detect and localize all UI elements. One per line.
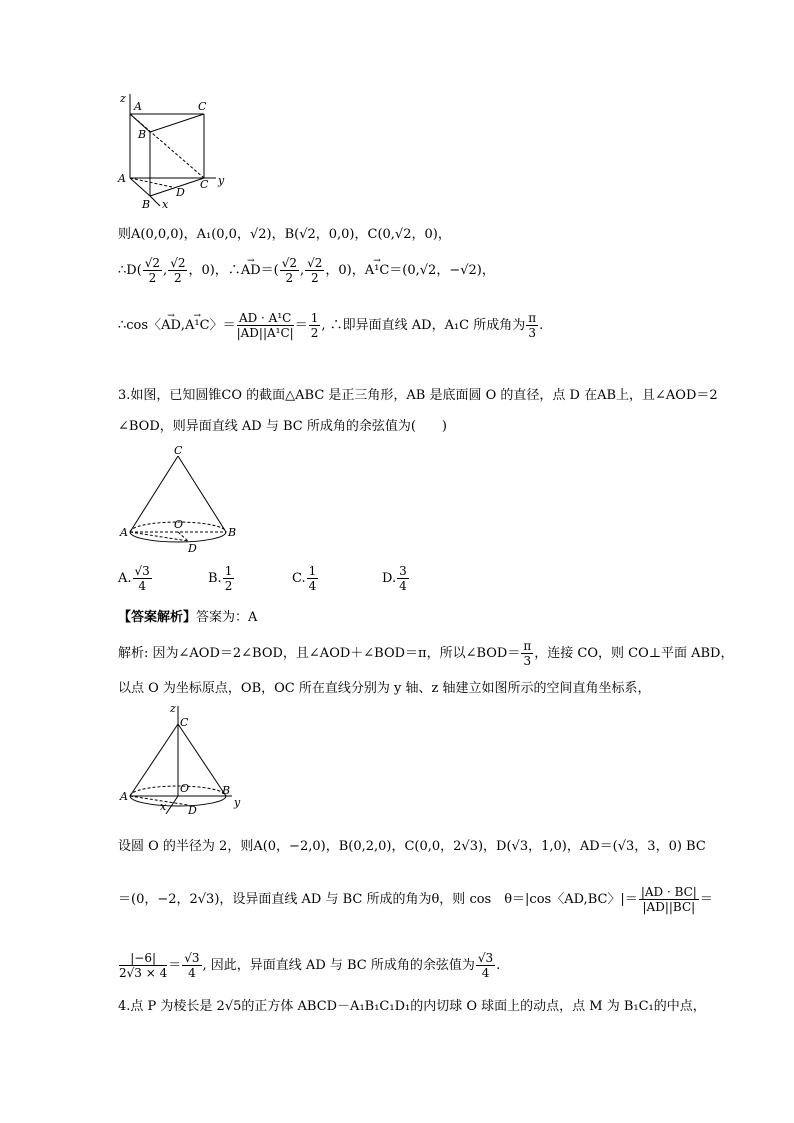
cosine-fraction: $\frac{\text{AD · A¹C}}{\text{|AD||A¹C|}}$ [236,311,294,340]
solution-line-3: 设圆 O 的半径为 2，则A(0，−2,0)，B(0,2,0)，C(0,0，2√3)，D(√3，1,0)，AD＝(√3，3，0) BC [118,839,706,854]
vector-ad: → AD [241,256,261,286]
fig1-label-a1: A [134,100,142,113]
answer-line [118,609,257,627]
fraction: $\frac{1}{2}$ [310,311,319,340]
question-4-line-1: 4.点 P 为棱长是 2√5的正方体 ABCD－A₁B₁C₁D₁的内切球 O 球面上的动点，点 M 为 B₁C₁的中点， [118,999,706,1014]
figure-cone-axes [118,702,248,818]
midpoint-line: ∴D( $\frac{√2}{2}$ , $\frac{√2}{2}$ ，0)，∴→ AD＝( $\frac{√2}{2}$ , $\frac{√2}{2}$ ，0)，→ A¹C＝(0,√2，−√2)， [118,256,495,286]
fig3-label-x: x [160,800,167,813]
fig2-label-b: B [228,526,237,539]
answer-tag: 【答案解析】 [118,610,197,625]
cosine-line: ∴cos〈→ AD,→ A¹C〉＝ $\frac{\text{AD · A¹C}}{\text{|AD||A¹C|}}$ ＝ $\frac{1}{2}$ , ∴即异面直线 AD，A₁C 所成角为 $\frac{\pi}{3}$ . [118,306,543,346]
option-b[interactable]: B. $\frac{1}{2}$ [208,564,233,593]
fig3-label-a: A [120,790,128,803]
vector-a1c: → A¹C [365,256,390,286]
fig3-label-c: C [180,716,189,729]
option-c[interactable]: C. $\frac{1}{4}$ [292,564,317,593]
fraction: $\frac{√2}{2}$ [170,256,186,285]
answer-options [118,564,518,600]
fig3-label-d: D [188,804,197,817]
fig2-label-o: O [174,518,184,531]
fig2-label-d: D [188,542,197,554]
fraction: $\frac{\pi}{3}$ [528,311,537,340]
fraction: $\frac{|AD \cdot BC|}{|AD||BC|}$ [640,885,697,914]
fig2-label-a: A [120,526,128,539]
fig1-label-a: A [118,172,126,185]
fraction: $\frac{√2}{2}$ [144,256,161,285]
solution-line-4: ＝(0，−2，2√3)，设异面直线 AD 与 BC 所成的角为θ，则 cos θ＝|cos〈AD,BC〉|＝ $\frac{|AD \cdot BC|}{|AD||BC|}$ ＝ [118,885,713,914]
fig1-label-x: x [162,198,169,211]
fig1-label-b1: B [138,128,147,141]
fraction: $\frac{\pi}{3}$ [523,639,532,668]
answer-text: 答案为：A [196,610,258,625]
solution-line-1: 解析: 因为∠AOD＝2∠BOD，且∠AOD＋∠BOD＝π，所以∠BOD＝ $\frac{\pi}{3}$ ，连接 CO，则 CO⊥平面 ABD， [118,639,734,668]
figure-cone [118,444,248,554]
fig1-label-z: z [120,92,126,105]
fig1-label-c: C [200,178,209,191]
fig3-label-o: O [180,782,190,795]
fig1-label-b: B [142,198,151,211]
text-segment: ∴D( [118,263,142,278]
solution-line-5: $\frac{|-6|}{2√3 \times 4}$ ＝ $\frac{√3}{4}$ , 因此，异面直线 AD 与 BC 所成角的余弦值为 $\frac{√3}{4}$ . [119,951,501,980]
option-d[interactable]: D. $\frac{3}{4}$ [382,564,407,593]
coords-line: 则A(0,0,0)，A₁(0,0，√2)，B(√2，0,0)，C(0,√2，0)， [118,227,451,242]
fraction: $\frac{√3}{4}$ [477,951,494,980]
question-3-line-2: ∠BOD，则异面直线 AD 与 BC 所成角的余弦值为( ) [118,419,447,434]
fraction: $\frac{√2}{2}$ [281,256,297,285]
fig2-label-c: C [174,444,183,457]
fraction: $\frac{√3}{4}$ [184,951,200,980]
fig1-label-d: D [176,186,185,199]
vector-a1c: → A¹C [185,306,210,346]
solution-line-2: 以点 O 为坐标原点，OB，OC 所在直线分别为 y 轴、z 轴建立如图所示的空间直角坐标系， [118,681,651,696]
fraction: $\frac{√2}{2}$ [307,256,323,285]
fig1-label-c1: C [198,100,207,113]
figure-prism [112,92,232,216]
fraction: $\frac{|-6|}{2√3 \times 4}$ [119,951,168,980]
option-a[interactable]: A. $\frac{√3}{4}$ [118,564,150,593]
fig1-label-y: y [218,174,225,187]
fig3-label-y: y [234,796,241,809]
vector-ad: → AD [161,306,181,346]
question-3-line-1: 3.如图，已知圆锥CO 的截面△ABC 是正三角形，AB 是底面圆 O 的直径，点 D 在AB上，且∠AOD＝2 [118,388,718,403]
fig3-label-z: z [170,702,176,715]
fig3-label-b: B [222,784,231,797]
